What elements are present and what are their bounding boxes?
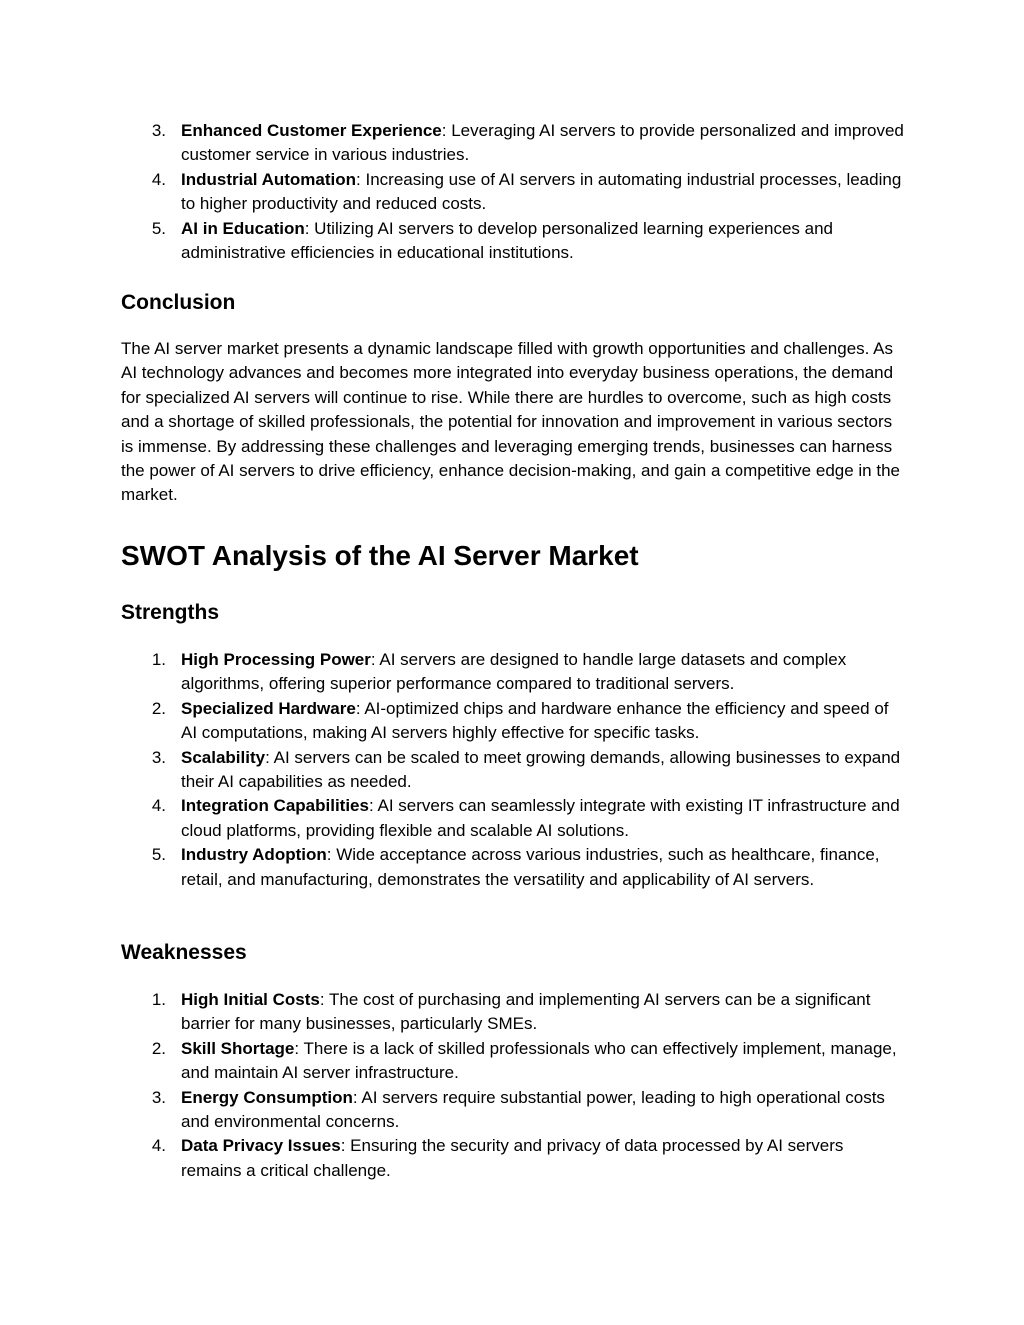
- list-item: 5. AI in Education: Utilizing AI servers to develop personalized learning experiences and administrative efficiencies in educational institutions.: [151, 218, 833, 263]
- list-item: 4. Integration Capabilities: AI servers can seamlessly integrate with existing IT infrastructure and cloud platforms, providing flexible and scalable AI solutions.: [151, 796, 900, 840]
- strengths-list: [121, 648, 906, 892]
- list-item: 3. Enhanced Customer Experience: Leveraging AI servers to provide personalized and improved customer service in various industries.: [151, 121, 904, 165]
- swot-title: SWOT Analysis of the AI Server Market: [121, 540, 639, 571]
- list-item-term: Industrial Automation: [181, 169, 357, 189]
- list-item-text: : There is a lack of skilled professionals who can effectively implement, manage, and maintain AI server infrastructure.: [181, 1038, 897, 1083]
- list-item-term: Energy Consumption: [181, 1087, 353, 1107]
- list-item-text: : AI servers can be scaled to meet growing demands, allowing businesses to expand their AI capabilities as needed.: [181, 747, 901, 792]
- trends-list-continued: [121, 119, 906, 265]
- list-item: 2. Specialized Hardware: AI-optimized chips and hardware enhance the efficiency and speed of AI computations, making AI servers highly effective for specific tasks.: [151, 698, 889, 743]
- list-item-term: AI in Education: [181, 218, 305, 238]
- list-item-text: : Leveraging AI servers to provide personalized and improved customer service in various industries.: [181, 121, 904, 165]
- list-item: 5. Industry Adoption: Wide acceptance across various industries, such as healthcare, finance, retail, and manufacturing, demonstrates the versatility and applicability of AI servers.: [151, 845, 880, 889]
- weaknesses-list: [121, 988, 906, 1183]
- list-item-text: : AI servers require substantial power, leading to high operational costs and environmental concerns.: [181, 1087, 885, 1132]
- list-item: 3. Energy Consumption: AI servers require substantial power, leading to high operational costs and environmental concerns.: [151, 1087, 885, 1132]
- list-item: 2. Skill Shortage: There is a lack of skilled professionals who can effectively implement, manage, and maintain AI server infrastructure.: [151, 1038, 897, 1083]
- list-item-text: : AI servers can seamlessly integrate with existing IT infrastructure and cloud platforms, providing flexible and scalable AI solutions.: [181, 796, 900, 840]
- list-item-text: : Utilizing AI servers to develop personalized learning experiences and administrative efficiencies in educational institutions.: [181, 218, 833, 263]
- list-item-text: : The cost of purchasing and implementing AI servers can be a significant barrier for many businesses, particularly SMEs.: [181, 990, 871, 1034]
- list-item-text: : AI servers are designed to handle large datasets and complex algorithms, offering superior performance compared to traditional servers.: [181, 650, 847, 694]
- list-item-term: High Processing Power: [181, 650, 371, 669]
- conclusion-paragraph: The AI server market presents a dynamic landscape filled with growth opportunities and challenges. As AI technology advances and becomes more integrated into everyday business operations, the demand for specialized AI servers will continue to rise. While there are hurdles to overcome, such as high costs and a shortage of skilled professionals, the potential for innovation and improvement in various sectors is immense. By addressing these challenges and leveraging emerging trends, businesses can harness the power of AI servers to drive efficiency, enhance decision-making, and gain a competitive edge in the market.: [121, 339, 900, 505]
- weaknesses-heading: Weaknesses: [121, 941, 247, 964]
- conclusion-heading: Conclusion: [121, 291, 236, 314]
- list-item: 3. Scalability: AI servers can be scaled to meet growing demands, allowing businesses to expand their AI capabilities as needed.: [151, 747, 901, 792]
- list-item-term: Scalability: [181, 747, 266, 767]
- list-item-text: : AI-optimized chips and hardware enhance the efficiency and speed of AI computations, making AI servers highly effective for specific tasks.: [181, 698, 889, 743]
- list-item-text: : Increasing use of AI servers in automating industrial processes, leading to higher productivity and reduced costs.: [181, 169, 902, 214]
- list-item-term: Integration Capabilities: [181, 796, 369, 816]
- strengths-heading: Strengths: [121, 601, 220, 624]
- list-item-term: High Initial Costs: [181, 990, 320, 1009]
- list-item-term: Skill Shortage: [181, 1038, 295, 1058]
- list-item-term: Enhanced Customer Experience: [181, 121, 442, 140]
- list-item: 1. High Initial Costs: The cost of purchasing and implementing AI servers can be a significant barrier for many businesses, particularly SMEs.: [151, 990, 871, 1034]
- list-item: 1. High Processing Power: AI servers are designed to handle large datasets and complex algorithms, offering superior performance compared to traditional servers.: [151, 650, 847, 694]
- list-item-term: Industry Adoption: [181, 845, 327, 865]
- list-item: 4. Data Privacy Issues: Ensuring the security and privacy of data processed by AI servers remains a critical challenge.: [151, 1136, 844, 1180]
- list-item-text: : Wide acceptance across various industries, such as healthcare, finance, retail, and manufacturing, demonstrates the versatility and applicability of AI servers.: [181, 845, 880, 889]
- list-item-text: : Ensuring the security and privacy of data processed by AI servers remains a critical challenge.: [181, 1136, 844, 1180]
- list-item: 4. Industrial Automation: Increasing use of AI servers in automating industrial processes, leading to higher productivity and reduced costs.: [151, 169, 902, 214]
- list-item-term: Specialized Hardware: [181, 698, 356, 718]
- list-item-term: Data Privacy Issues: [181, 1136, 341, 1156]
